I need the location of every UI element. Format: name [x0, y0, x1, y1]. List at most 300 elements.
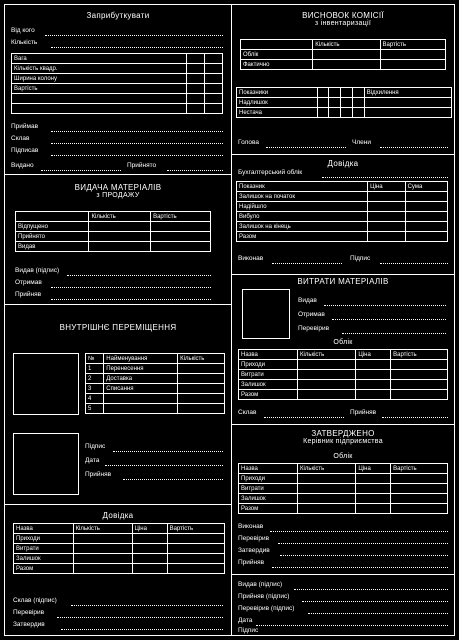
table-cell[interactable] [368, 202, 405, 212]
table-cell[interactable] [368, 192, 405, 202]
table-cell: Облік [241, 50, 313, 60]
table-cell: Витрати [239, 370, 298, 380]
table-header-cell: Вартість [391, 350, 448, 360]
field-line[interactable] [256, 617, 448, 626]
table-cell[interactable] [298, 504, 356, 514]
table-cell[interactable] [341, 108, 353, 118]
field-label: Затвердив [13, 621, 45, 628]
field-line[interactable] [71, 597, 223, 606]
field-line[interactable] [324, 297, 446, 306]
table-cell[interactable] [405, 212, 447, 222]
table-cell[interactable] [298, 484, 356, 494]
section-title: ЗАТВЕРДЖЕНО [311, 429, 375, 438]
section-title: Заприбуткувати [86, 11, 150, 20]
table-row [239, 474, 448, 484]
table-cell[interactable] [391, 380, 448, 390]
table-cell[interactable] [405, 222, 447, 232]
table-cell[interactable] [186, 54, 204, 64]
table-cell: Залишок [14, 554, 74, 564]
table-cell[interactable] [380, 60, 445, 70]
table-cell[interactable] [204, 74, 222, 84]
table-cell[interactable] [186, 84, 204, 94]
table-cell[interactable] [313, 50, 380, 60]
table-cell: Витрати [239, 484, 298, 494]
table-row [241, 50, 446, 60]
field-line[interactable] [51, 291, 211, 300]
right-section-3 [232, 275, 454, 425]
table-cell[interactable] [178, 404, 225, 414]
field-line[interactable] [266, 139, 346, 148]
table-header-cell: Показник [237, 182, 368, 192]
table-cell: Приходи [14, 534, 74, 544]
field-line[interactable] [382, 409, 448, 418]
field-label: Виконав [238, 255, 264, 262]
field-line[interactable] [51, 123, 223, 132]
table-cell[interactable] [368, 222, 405, 232]
field-label: Перевірив [13, 609, 45, 616]
field-label: Приймав [11, 123, 39, 130]
field-line[interactable] [61, 621, 223, 630]
table-cell[interactable] [204, 94, 222, 104]
table-cell[interactable] [73, 544, 132, 554]
right-section-2 [232, 155, 454, 275]
table-cell[interactable] [298, 474, 356, 484]
table-row [12, 64, 223, 74]
field-line[interactable] [280, 547, 448, 556]
table-cell[interactable] [356, 484, 391, 494]
field-label: Затвердив [238, 547, 270, 554]
table-cell: Разом [239, 390, 298, 400]
table-cell: Разом [14, 564, 74, 574]
table-cell[interactable] [132, 554, 167, 564]
table-row [86, 394, 225, 404]
table-header-cell: Назва [239, 350, 298, 360]
field-line[interactable] [51, 39, 223, 48]
table-cell[interactable] [405, 232, 447, 242]
table-header-row [241, 40, 446, 50]
table-cell[interactable] [356, 370, 391, 380]
section-subtitle: з інвентаризації [314, 20, 372, 27]
table-row [12, 74, 223, 84]
field-label: Перевірив [298, 325, 330, 332]
table-cell[interactable] [167, 544, 224, 554]
table-cell: Залишок на початок [237, 192, 368, 202]
field-line[interactable] [302, 593, 448, 602]
field-line[interactable] [294, 581, 448, 590]
field-line[interactable] [113, 443, 223, 452]
table-header-cell: № [86, 354, 104, 364]
table-header-cell [329, 88, 341, 98]
table-row [239, 484, 448, 494]
table-cell[interactable] [364, 98, 451, 108]
table-row [239, 494, 448, 504]
field-line[interactable] [51, 147, 223, 156]
section-title: ВИСНОВОК КОМІСІЇ [302, 11, 384, 20]
table-cell[interactable] [178, 384, 225, 394]
field-label: Кількість [11, 39, 38, 46]
field-label: Від кого [11, 27, 35, 34]
field-line[interactable] [272, 255, 342, 264]
table-cell: Залишок на кінець [237, 222, 368, 232]
section-subtitle: з ПРОДАЖУ [96, 192, 140, 199]
table-row [237, 192, 448, 202]
table-cell[interactable] [204, 104, 222, 114]
table-cell: Приходи [239, 360, 298, 370]
field-label: Прийняв (підпис) [238, 593, 290, 600]
table-cell: 4 [86, 394, 104, 404]
table-cell[interactable] [12, 94, 187, 104]
section-title: Довідка [102, 511, 134, 520]
table-header-cell: Сума [405, 182, 447, 192]
table-row [14, 544, 225, 554]
table-cell[interactable] [12, 104, 187, 114]
field-label: Прийнято [127, 162, 157, 169]
table-cell: 1 [86, 364, 104, 374]
deviation-table [236, 87, 452, 118]
table-cell[interactable] [391, 474, 448, 484]
table-cell[interactable] [317, 98, 329, 108]
table-cell[interactable] [391, 390, 448, 400]
table-row [12, 94, 223, 104]
table-row [14, 534, 225, 544]
table-cell: Вибуло [237, 212, 368, 222]
field-label: Виконав [238, 523, 264, 530]
section-title: Довідка [327, 159, 359, 168]
table-header-cell: Показники [237, 88, 318, 98]
field-label: Прийняв [15, 291, 42, 298]
table-header-cell [341, 88, 353, 98]
field-label: Дата [238, 617, 253, 624]
table-cell: 5 [86, 404, 104, 414]
table-cell: Фактично [241, 60, 313, 70]
field-label: Видав (підпис) [238, 581, 283, 588]
field-line[interactable] [322, 169, 448, 178]
table-cell: Видав [16, 242, 89, 252]
table-row [237, 222, 448, 232]
table-cell: Вартість [12, 84, 187, 94]
right-section-5 [232, 575, 454, 637]
table-row [239, 390, 448, 400]
table-cell[interactable] [204, 54, 222, 64]
table-header-cell: Ціна [368, 182, 405, 192]
table-cell[interactable] [380, 50, 445, 60]
table-cell[interactable] [132, 534, 167, 544]
table-row [16, 222, 211, 232]
table-row [239, 370, 448, 380]
right-column [232, 5, 454, 635]
field-label: Склав [238, 409, 257, 416]
left-section-3 [5, 305, 231, 505]
table-cell[interactable] [89, 222, 151, 232]
table-row [241, 60, 446, 70]
field-label: Склав (підпис) [13, 597, 57, 604]
field-label: Підпис [350, 255, 371, 262]
table-cell[interactable] [391, 484, 448, 494]
table-cell[interactable] [405, 192, 447, 202]
table-header-cell: Кількість [313, 40, 380, 50]
table-header-cell: Кількість [298, 350, 356, 360]
summary-table [13, 523, 225, 574]
field-label: Підпис [238, 627, 259, 634]
field-label: Прийняв [85, 471, 112, 478]
table-header-cell: Кількість [298, 464, 356, 474]
table-title: Облік [333, 339, 353, 346]
table-cell: Залишок [239, 380, 298, 390]
table-cell[interactable] [89, 232, 151, 242]
table-header-cell [16, 212, 89, 222]
table-header-cell: Найменування [104, 354, 178, 364]
table-cell[interactable] [298, 360, 356, 370]
left-section-2 [5, 175, 231, 305]
table-cell: Разом [239, 504, 298, 514]
field-line[interactable] [308, 605, 448, 614]
table-cell[interactable] [356, 360, 391, 370]
table-row [16, 242, 211, 252]
field-label: Склав [11, 135, 30, 142]
table-cell: Кількість квадр. [12, 64, 187, 74]
table-header-cell [352, 88, 364, 98]
table-row [16, 232, 211, 242]
table-row [86, 404, 225, 414]
left-section-4 [5, 505, 231, 637]
table-header-cell: Назва [239, 464, 298, 474]
field-label: Дата [85, 457, 100, 464]
field-line[interactable] [41, 162, 121, 171]
field-label: Видано [11, 162, 34, 169]
table-cell[interactable] [151, 242, 211, 252]
table-header-cell: Вартість [151, 212, 211, 222]
table-row [86, 364, 225, 374]
table-cell[interactable] [298, 370, 356, 380]
table-row [237, 98, 452, 108]
table-header-cell: Ціна [356, 464, 391, 474]
table-header-cell: Ціна [132, 524, 167, 534]
table-header-cell: Кількість [178, 354, 225, 364]
field-line[interactable] [332, 311, 446, 320]
field-label: Підписав [11, 147, 39, 154]
left-section-1 [5, 5, 231, 175]
table-header-cell: Відхилення [364, 88, 451, 98]
document-page [4, 4, 455, 636]
table-cell[interactable] [356, 504, 391, 514]
table-header-row [86, 354, 225, 364]
approval-table [238, 463, 448, 514]
table-cell[interactable] [391, 494, 448, 504]
table-cell: Надлишок [237, 98, 318, 108]
table-header-cell [241, 40, 313, 50]
field-line[interactable] [272, 559, 448, 568]
table-cell[interactable] [298, 380, 356, 390]
field-label: Голова [238, 139, 260, 146]
table-row [86, 384, 225, 394]
table-cell[interactable] [356, 474, 391, 484]
table-cell[interactable] [391, 504, 448, 514]
section-title: ВИТРАТИ МАТЕРІАЛІВ [297, 277, 389, 286]
expense-table [238, 349, 448, 400]
table-cell[interactable] [352, 98, 364, 108]
table-cell: Приходи [239, 474, 298, 484]
table-cell[interactable] [356, 494, 391, 504]
stamp-box [13, 433, 79, 495]
table-row [14, 564, 225, 574]
table-cell[interactable] [178, 394, 225, 404]
field-label: Прийняв [350, 409, 377, 416]
table-cell: 3 [86, 384, 104, 394]
table-row [14, 554, 225, 564]
table-cell: Нестача [237, 108, 318, 118]
field-line[interactable] [264, 627, 448, 636]
table-row [12, 84, 223, 94]
table-cell[interactable] [405, 202, 447, 212]
table-cell[interactable] [317, 108, 329, 118]
table-cell[interactable] [368, 212, 405, 222]
table-cell[interactable] [132, 544, 167, 554]
table-header-cell: Кількість [89, 212, 151, 222]
field-label: Підпис [85, 443, 106, 450]
table-cell[interactable] [364, 108, 451, 118]
table-cell[interactable] [167, 564, 224, 574]
table-title: Облік [333, 453, 353, 460]
table-cell: Залишок [239, 494, 298, 504]
table-cell[interactable] [298, 390, 356, 400]
table-cell[interactable] [89, 242, 151, 252]
table-cell[interactable] [132, 564, 167, 574]
table-cell: Витрати [14, 544, 74, 554]
table-cell[interactable] [329, 98, 341, 108]
inventory-table [240, 39, 446, 70]
table-cell[interactable] [368, 232, 405, 242]
table-cell[interactable] [391, 370, 448, 380]
table-cell[interactable] [104, 404, 178, 414]
table-header-row [16, 212, 211, 222]
table-header-cell: Назва [14, 524, 74, 534]
photo-box [13, 353, 79, 415]
table-header-cell [317, 88, 329, 98]
issue-table [15, 211, 211, 252]
table-cell[interactable] [167, 554, 224, 564]
table-cell[interactable] [391, 360, 448, 370]
table-cell: Ширина колону [12, 74, 187, 84]
section-title: ВИДАЧА МАТЕРІАЛІВ [74, 183, 162, 192]
field-line[interactable] [57, 609, 223, 618]
movement-table [85, 353, 225, 414]
accounting-table [236, 181, 448, 242]
table-header-cell: Ціна [356, 350, 391, 360]
table-cell: 2 [86, 374, 104, 384]
table-cell[interactable] [104, 394, 178, 404]
table-cell[interactable] [352, 108, 364, 118]
table-cell[interactable] [313, 60, 380, 70]
table-cell: Перенесення [104, 364, 178, 374]
table-cell[interactable] [298, 494, 356, 504]
field-label: Перевірив [238, 535, 270, 542]
photo-box [242, 289, 290, 339]
field-line[interactable] [380, 139, 448, 148]
table-header-row [239, 350, 448, 360]
field-label: Отримав [15, 279, 42, 286]
field-line[interactable] [167, 162, 223, 171]
table-cell: Прийнято [16, 232, 89, 242]
table-header-cell: Кількість [73, 524, 132, 534]
table-row [237, 202, 448, 212]
table-header-row [237, 182, 448, 192]
right-section-4 [232, 425, 454, 575]
right-section-1 [232, 5, 454, 155]
materials-table [11, 53, 223, 114]
table-cell[interactable] [204, 64, 222, 74]
table-cell[interactable] [341, 98, 353, 108]
table-cell: Вага [12, 54, 187, 64]
field-label: Члени [352, 139, 371, 146]
field-line[interactable] [380, 255, 448, 264]
table-cell: Списання [104, 384, 178, 394]
table-row [239, 504, 448, 514]
field-line[interactable] [278, 535, 448, 544]
field-label: Прийняв [238, 559, 265, 566]
field-label: Видав (підпис) [15, 267, 60, 274]
table-cell[interactable] [73, 534, 132, 544]
table-cell[interactable] [204, 84, 222, 94]
table-cell[interactable] [186, 64, 204, 74]
table-cell[interactable] [73, 554, 132, 564]
field-line[interactable] [270, 523, 448, 532]
field-line[interactable] [67, 267, 211, 276]
table-row [237, 232, 448, 242]
table-cell[interactable] [151, 232, 211, 242]
table-cell[interactable] [151, 222, 211, 232]
section-subtitle: Керівник підприємства [303, 438, 383, 445]
table-cell: Доставка [104, 374, 178, 384]
table-cell[interactable] [178, 364, 225, 374]
table-cell[interactable] [167, 534, 224, 544]
field-line[interactable] [45, 27, 223, 36]
table-row [237, 108, 452, 118]
table-header-cell: Вартість [167, 524, 224, 534]
field-label: Бухгалтерський облік [238, 169, 303, 176]
table-cell: Відпущено [16, 222, 89, 232]
table-cell[interactable] [186, 74, 204, 84]
table-cell[interactable] [329, 108, 341, 118]
field-label: Перевірив (підпис) [238, 605, 295, 612]
field-label: Видав [298, 297, 317, 304]
field-line[interactable] [51, 135, 223, 144]
field-line[interactable] [342, 325, 446, 334]
section-title: ВНУТРІШНЄ ПЕРЕМІЩЕННЯ [59, 323, 177, 332]
table-cell[interactable] [356, 390, 391, 400]
table-row [239, 380, 448, 390]
table-row [237, 212, 448, 222]
table-row [239, 360, 448, 370]
field-line[interactable] [105, 457, 223, 466]
field-line[interactable] [264, 409, 344, 418]
table-row [86, 374, 225, 384]
table-cell[interactable] [73, 564, 132, 574]
table-cell[interactable] [186, 104, 204, 114]
table-cell[interactable] [186, 94, 204, 104]
field-line[interactable] [51, 279, 211, 288]
table-cell: Разом [237, 232, 368, 242]
table-header-row [239, 464, 448, 474]
table-header-cell: Вартість [391, 464, 448, 474]
field-label: Отримав [298, 311, 325, 318]
table-cell[interactable] [178, 374, 225, 384]
table-cell[interactable] [356, 380, 391, 390]
table-row [12, 54, 223, 64]
table-header-row [14, 524, 225, 534]
field-line[interactable] [123, 471, 223, 480]
left-column [5, 5, 232, 635]
table-cell: Надійшло [237, 202, 368, 212]
